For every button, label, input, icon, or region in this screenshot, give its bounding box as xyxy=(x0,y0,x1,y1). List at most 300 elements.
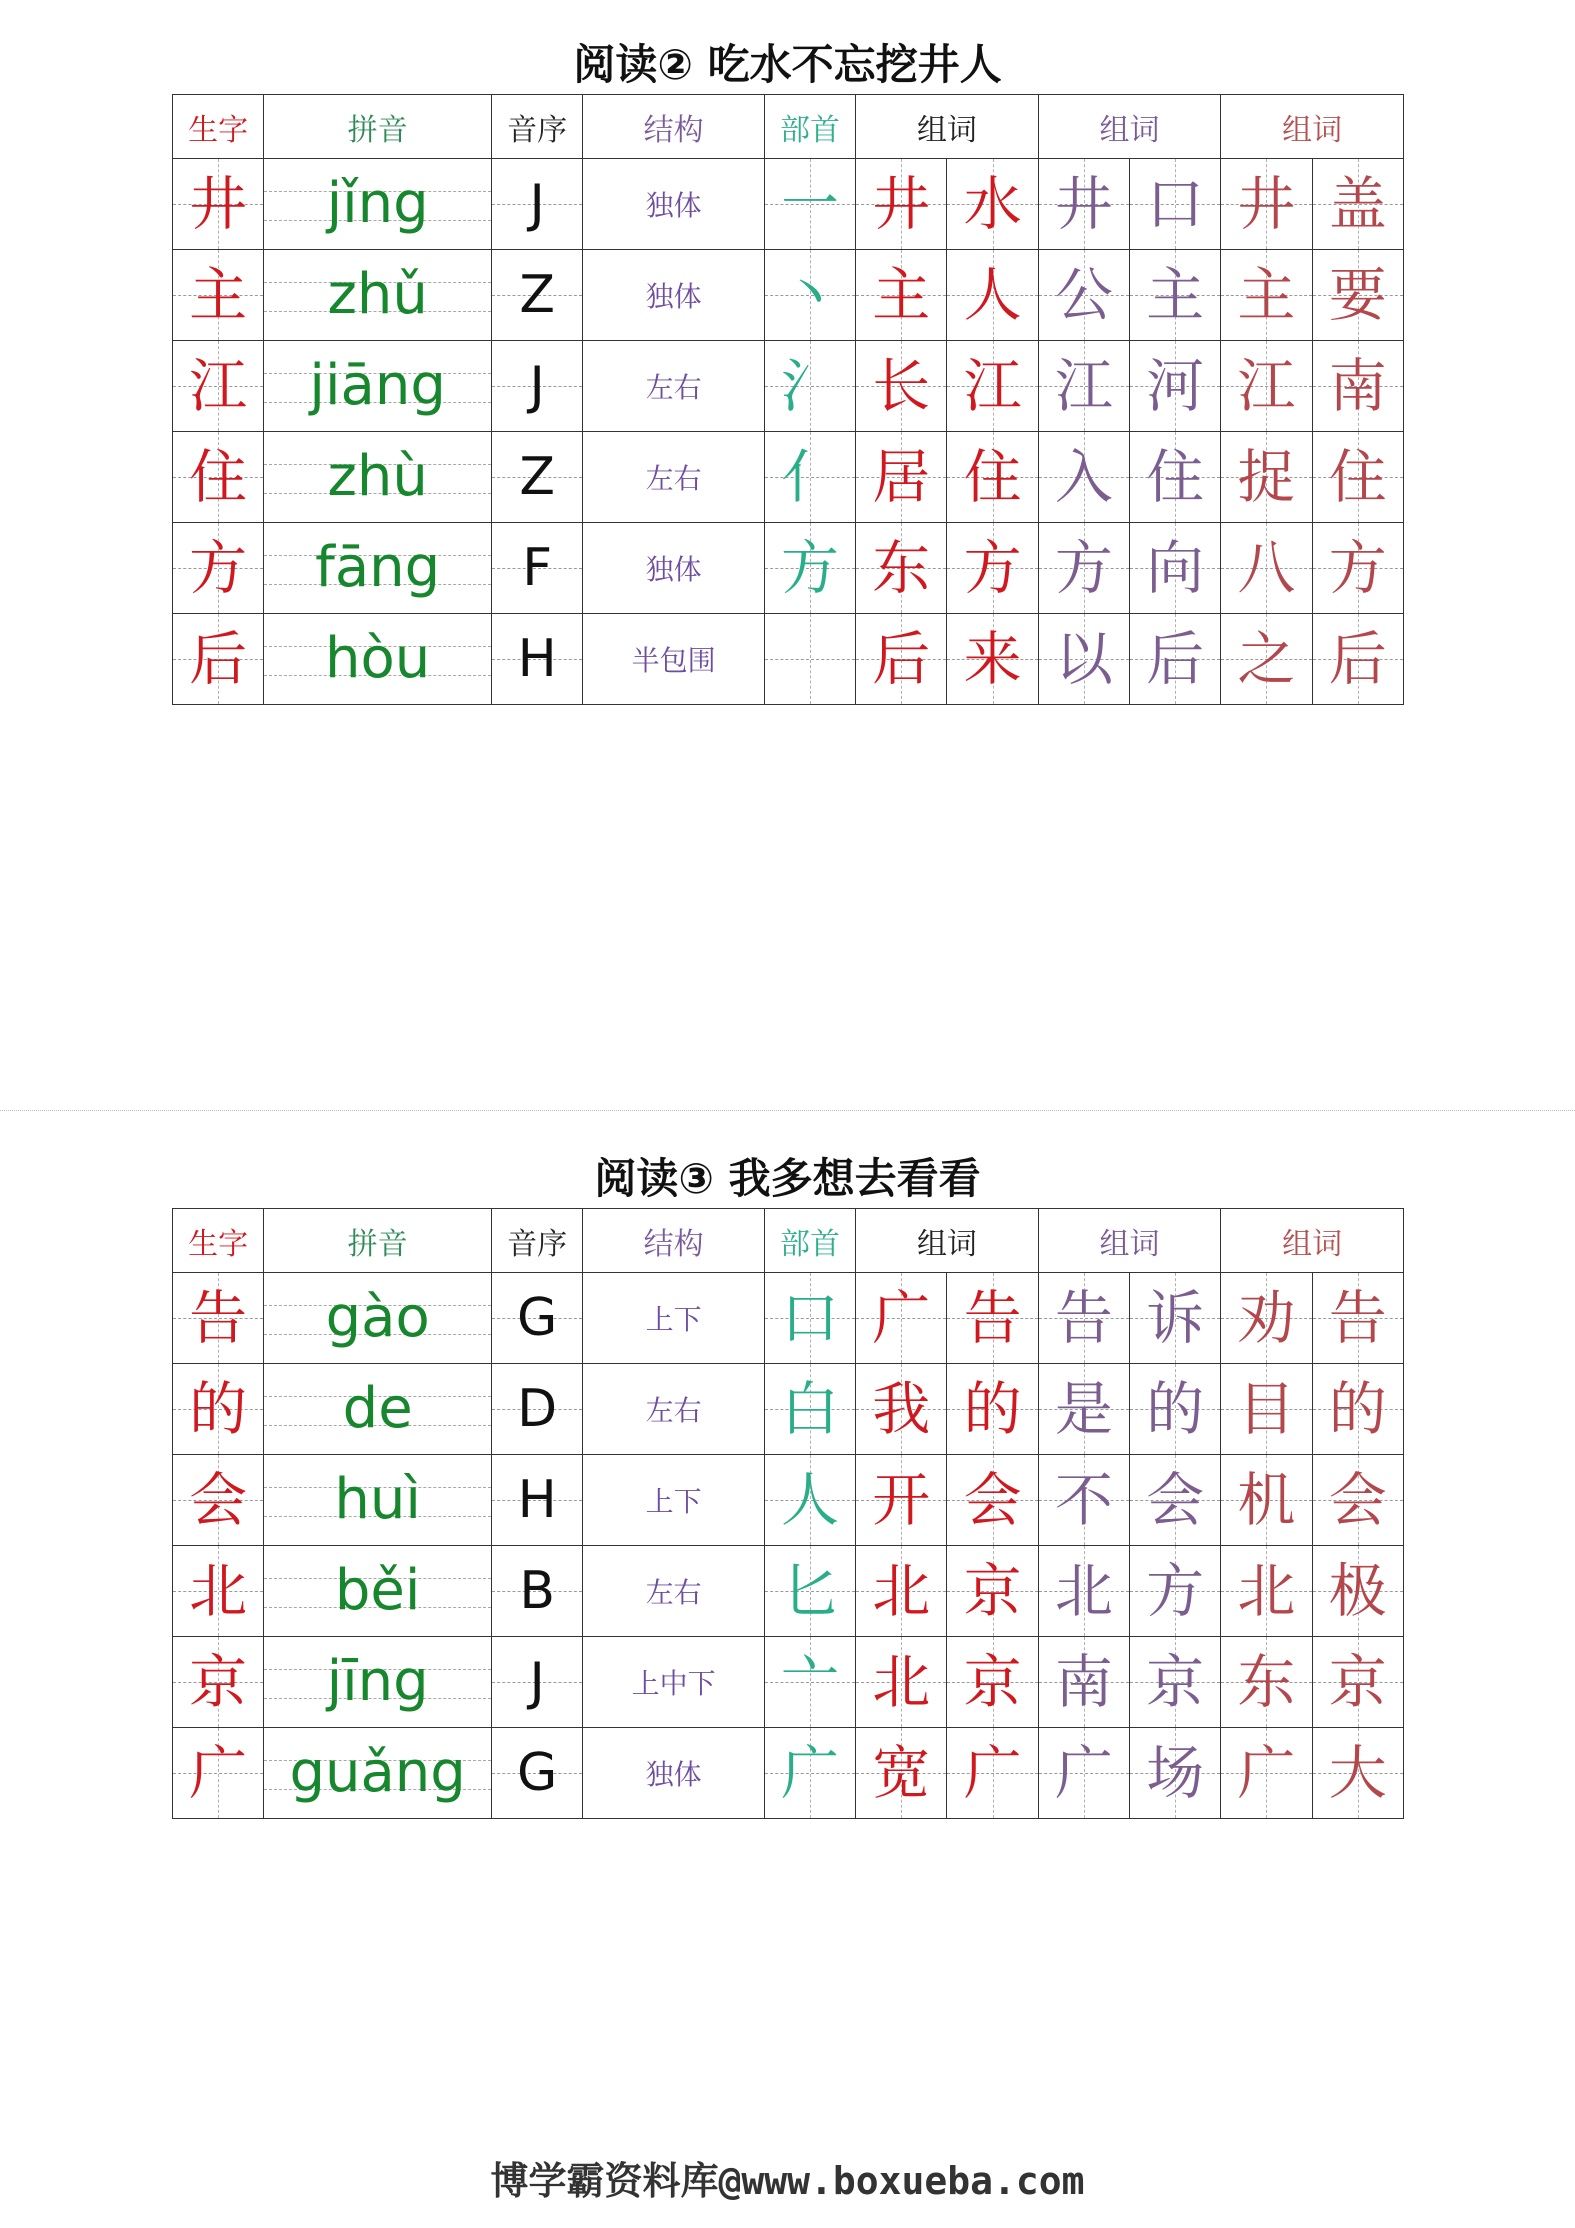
new-char-cell xyxy=(173,1455,264,1546)
word-char-cell-text: 机 xyxy=(1237,1466,1296,1534)
word-char-cell xyxy=(947,1728,1038,1819)
radical-cell-text: 广 xyxy=(781,1739,840,1807)
pinyin-cell xyxy=(264,523,492,614)
structure-cell xyxy=(583,1364,765,1455)
word-char-cell xyxy=(1221,1728,1312,1819)
word-char-cell xyxy=(1312,1273,1403,1364)
word-char-cell-text: 方 xyxy=(963,534,1022,602)
word-char-cell xyxy=(856,1637,947,1728)
word-char-cell xyxy=(1038,1637,1129,1728)
word-char-cell-text: 江 xyxy=(1054,352,1113,420)
word-char-cell xyxy=(1130,1364,1221,1455)
pinyin-cell-text: běi xyxy=(334,1558,421,1623)
pinyin-cell xyxy=(264,432,492,523)
table-row xyxy=(173,159,1404,250)
word-char-cell xyxy=(947,523,1038,614)
letter-cell-text: G xyxy=(517,1743,558,1803)
letter-cell xyxy=(492,1273,583,1364)
structure-cell xyxy=(583,1273,765,1364)
pinyin-cell xyxy=(264,1546,492,1637)
radical-cell-text: 丶 xyxy=(781,261,840,329)
radical-cell xyxy=(764,1273,855,1364)
new-char-cell xyxy=(173,1637,264,1728)
word-char-cell-text: 后 xyxy=(1146,625,1205,693)
radical-cell-text: 亠 xyxy=(781,1648,840,1716)
word-char-cell-text: 诉 xyxy=(1146,1284,1205,1352)
word-char-cell xyxy=(1130,159,1221,250)
pinyin-cell xyxy=(264,1637,492,1728)
radical-cell xyxy=(764,614,855,705)
word-char-cell-text: 北 xyxy=(872,1648,931,1716)
new-char-cell-text: 井 xyxy=(189,170,248,238)
word-char-cell-text: 会 xyxy=(1146,1466,1205,1534)
section-title: 阅读② 吃水不忘挖井人 xyxy=(573,40,1002,89)
word-char-cell xyxy=(1130,1728,1221,1819)
pinyin-cell xyxy=(264,1728,492,1819)
new-char-cell xyxy=(173,1364,264,1455)
word-char-cell-text: 方 xyxy=(1146,1557,1205,1625)
new-char-cell xyxy=(173,1273,264,1364)
word-char-cell xyxy=(1221,1455,1312,1546)
word-char-cell-text: 江 xyxy=(1237,352,1296,420)
header-structure: 结构 xyxy=(583,95,765,159)
pinyin-cell-text: huì xyxy=(334,1467,421,1532)
structure-cell xyxy=(583,159,765,250)
word-char-cell-text: 广 xyxy=(1237,1739,1296,1807)
pinyin-cell xyxy=(264,341,492,432)
word-char-cell-text: 京 xyxy=(963,1557,1022,1625)
radical-cell xyxy=(764,1364,855,1455)
structure-cell xyxy=(583,614,765,705)
structure-cell-text: 独体 xyxy=(645,553,702,586)
word-char-cell xyxy=(947,1364,1038,1455)
word-char-cell-text: 之 xyxy=(1237,625,1296,693)
word-char-cell xyxy=(1038,1546,1129,1637)
letter-cell-text: B xyxy=(519,1561,555,1621)
pinyin-cell-text: hòu xyxy=(325,626,431,691)
word-char-cell xyxy=(1312,159,1403,250)
letter-cell-text: H xyxy=(517,629,557,689)
word-char-cell xyxy=(856,1273,947,1364)
word-char-cell-text: 井 xyxy=(1054,170,1113,238)
structure-cell-text: 左右 xyxy=(645,1576,702,1609)
radical-cell xyxy=(764,341,855,432)
word-char-cell-text: 以 xyxy=(1054,625,1113,693)
letter-cell xyxy=(492,1455,583,1546)
structure-cell-text: 独体 xyxy=(645,189,702,222)
new-char-cell xyxy=(173,250,264,341)
word-char-cell-text: 后 xyxy=(872,625,931,693)
word-char-cell xyxy=(1130,432,1221,523)
word-char-cell-text: 八 xyxy=(1237,534,1296,602)
word-char-cell-text: 大 xyxy=(1328,1739,1387,1807)
structure-cell xyxy=(583,1455,765,1546)
word-char-cell-text: 东 xyxy=(872,534,931,602)
letter-cell xyxy=(492,159,583,250)
word-char-cell-text: 劝 xyxy=(1237,1284,1296,1352)
word-char-cell-text: 水 xyxy=(963,170,1022,238)
word-char-cell-text: 广 xyxy=(963,1739,1022,1807)
header-radical: 部首 xyxy=(764,1209,855,1273)
structure-cell-text: 独体 xyxy=(645,280,702,313)
table-row xyxy=(173,1364,1404,1455)
word-char-cell-text: 长 xyxy=(872,352,931,420)
new-char-cell-text: 住 xyxy=(189,443,248,511)
new-char-cell-text: 后 xyxy=(189,625,248,693)
letter-cell-text: J xyxy=(529,1652,545,1712)
word-char-cell xyxy=(1312,1546,1403,1637)
new-char-cell xyxy=(173,432,264,523)
structure-cell xyxy=(583,1728,765,1819)
word-char-cell xyxy=(1130,523,1221,614)
word-char-cell-text: 井 xyxy=(872,170,931,238)
word-char-cell-text: 广 xyxy=(1054,1739,1113,1807)
header-words-1: 组词 xyxy=(856,95,1039,159)
header-words-2: 组词 xyxy=(1038,95,1221,159)
new-char-cell xyxy=(173,341,264,432)
header-radical: 部首 xyxy=(764,95,855,159)
word-char-cell-text: 京 xyxy=(1328,1648,1387,1716)
word-char-cell-text: 的 xyxy=(1328,1375,1387,1443)
letter-cell xyxy=(492,1546,583,1637)
word-char-cell-text: 来 xyxy=(963,625,1022,693)
pinyin-cell-text: de xyxy=(342,1376,413,1441)
radical-cell xyxy=(764,523,855,614)
radical-cell xyxy=(764,1637,855,1728)
word-char-cell xyxy=(1038,523,1129,614)
header-pinyin: 拼音 xyxy=(264,95,492,159)
header-pinyin: 拼音 xyxy=(264,1209,492,1273)
word-char-cell xyxy=(1130,1273,1221,1364)
word-char-cell xyxy=(1312,1455,1403,1546)
word-char-cell xyxy=(1221,1273,1312,1364)
pinyin-cell-text: jiāng xyxy=(309,353,446,418)
structure-cell-text: 左右 xyxy=(645,1394,702,1427)
word-char-cell xyxy=(1312,614,1403,705)
table-row xyxy=(173,250,1404,341)
letter-cell xyxy=(492,1364,583,1455)
radical-cell-text: 亻 xyxy=(781,443,840,511)
word-char-cell xyxy=(1130,1637,1221,1728)
pinyin-cell-text: guǎng xyxy=(289,1740,466,1805)
word-char-cell xyxy=(856,1455,947,1546)
section-reading-2 xyxy=(0,36,1575,693)
radical-cell-text: 氵 xyxy=(781,352,840,420)
header-structure: 结构 xyxy=(583,1209,765,1273)
word-char-cell xyxy=(1130,1546,1221,1637)
structure-cell-text: 左右 xyxy=(645,462,702,495)
structure-cell xyxy=(583,523,765,614)
word-char-cell xyxy=(1221,523,1312,614)
pinyin-cell xyxy=(264,614,492,705)
letter-cell-text: Z xyxy=(519,447,555,507)
new-char-cell xyxy=(173,614,264,705)
word-char-cell xyxy=(1312,250,1403,341)
table-row xyxy=(173,1728,1404,1819)
word-char-cell xyxy=(1312,341,1403,432)
radical-cell xyxy=(764,250,855,341)
letter-cell xyxy=(492,250,583,341)
word-char-cell xyxy=(1221,159,1312,250)
word-char-cell xyxy=(947,341,1038,432)
pinyin-cell-text: fāng xyxy=(315,535,441,600)
word-char-cell xyxy=(1221,1546,1312,1637)
word-char-cell xyxy=(947,250,1038,341)
word-char-cell-text: 广 xyxy=(872,1284,931,1352)
word-char-cell xyxy=(947,432,1038,523)
word-char-cell-text: 南 xyxy=(1054,1648,1113,1716)
radical-cell-text: 口 xyxy=(781,1284,840,1352)
structure-cell-text: 独体 xyxy=(645,1758,702,1791)
word-char-cell-text: 告 xyxy=(963,1284,1022,1352)
table-row xyxy=(173,1546,1404,1637)
table-header-row xyxy=(173,1209,1404,1273)
new-char-cell-text: 的 xyxy=(189,1375,248,1443)
pinyin-cell xyxy=(264,250,492,341)
pinyin-cell-text: jǐng xyxy=(326,171,429,236)
table-row xyxy=(173,523,1404,614)
header-char: 生字 xyxy=(173,1209,264,1273)
section-reading-3 xyxy=(0,1150,1575,1807)
word-char-cell-text: 主 xyxy=(1146,261,1205,329)
word-char-cell xyxy=(1221,432,1312,523)
word-char-cell-text: 居 xyxy=(872,443,931,511)
word-char-cell-text: 京 xyxy=(1146,1648,1205,1716)
word-char-cell xyxy=(1221,341,1312,432)
structure-cell-text: 上中下 xyxy=(631,1667,716,1700)
table-row xyxy=(173,614,1404,705)
word-char-cell xyxy=(947,1546,1038,1637)
structure-cell xyxy=(583,432,765,523)
new-char-cell-text: 京 xyxy=(189,1648,248,1716)
header-letter: 音序 xyxy=(492,1209,583,1273)
table-row xyxy=(173,1273,1404,1364)
vocab-table xyxy=(172,94,1404,705)
new-char-cell-text: 主 xyxy=(189,261,248,329)
word-char-cell-text: 方 xyxy=(1328,534,1387,602)
word-char-cell-text: 我 xyxy=(872,1375,931,1443)
word-char-cell-text: 入 xyxy=(1054,443,1113,511)
section-title: 阅读③ 我多想去看看 xyxy=(594,1154,981,1203)
word-char-cell-text: 告 xyxy=(1054,1284,1113,1352)
word-char-cell-text: 东 xyxy=(1237,1648,1296,1716)
word-char-cell-text: 不 xyxy=(1054,1466,1113,1534)
word-char-cell-text: 北 xyxy=(872,1557,931,1625)
word-char-cell xyxy=(1221,614,1312,705)
pinyin-cell-text: gào xyxy=(325,1285,430,1350)
word-char-cell xyxy=(1130,1455,1221,1546)
word-char-cell-text: 后 xyxy=(1328,625,1387,693)
word-char-cell-text: 主 xyxy=(1237,261,1296,329)
structure-cell xyxy=(583,341,765,432)
word-char-cell-text: 目 xyxy=(1237,1375,1296,1443)
pinyin-cell-text: jīng xyxy=(326,1649,429,1714)
letter-cell-text: D xyxy=(517,1379,558,1439)
word-char-cell xyxy=(947,1637,1038,1728)
table-header-row xyxy=(173,95,1404,159)
new-char-cell-text: 江 xyxy=(189,352,248,420)
word-char-cell xyxy=(1038,1364,1129,1455)
word-char-cell xyxy=(856,523,947,614)
table-row xyxy=(173,1637,1404,1728)
vocab-table xyxy=(172,1208,1404,1819)
letter-cell xyxy=(492,1637,583,1728)
new-char-cell-text: 告 xyxy=(189,1284,248,1352)
word-char-cell xyxy=(947,1455,1038,1546)
new-char-cell-text: 方 xyxy=(189,534,248,602)
structure-cell xyxy=(583,1546,765,1637)
word-char-cell xyxy=(947,159,1038,250)
new-char-cell xyxy=(173,1546,264,1637)
word-char-cell xyxy=(1221,1637,1312,1728)
word-char-cell xyxy=(1038,1273,1129,1364)
radical-cell-text: 白 xyxy=(781,1375,840,1443)
word-char-cell-text: 住 xyxy=(963,443,1022,511)
word-char-cell-text: 的 xyxy=(1146,1375,1205,1443)
structure-cell xyxy=(583,1637,765,1728)
header-words-3: 组词 xyxy=(1221,95,1404,159)
letter-cell-text: F xyxy=(522,538,553,598)
word-char-cell xyxy=(1312,1364,1403,1455)
radical-cell xyxy=(764,1546,855,1637)
letter-cell-text: J xyxy=(529,174,545,234)
radical-cell-text: 匕 xyxy=(781,1557,840,1625)
header-letter: 音序 xyxy=(492,95,583,159)
radical-cell-text: 方 xyxy=(781,534,840,602)
word-char-cell xyxy=(1038,1455,1129,1546)
new-char-cell-text: 广 xyxy=(189,1739,248,1807)
word-char-cell-text: 北 xyxy=(1237,1557,1296,1625)
pinyin-cell xyxy=(264,1364,492,1455)
word-char-cell-text: 盖 xyxy=(1328,170,1387,238)
word-char-cell xyxy=(856,159,947,250)
header-char: 生字 xyxy=(173,95,264,159)
word-char-cell-text: 京 xyxy=(963,1648,1022,1716)
new-char-cell-text: 会 xyxy=(189,1466,248,1534)
table-row xyxy=(173,341,1404,432)
word-char-cell-text: 捉 xyxy=(1237,443,1296,511)
radical-cell xyxy=(764,432,855,523)
word-char-cell xyxy=(1130,250,1221,341)
word-char-cell-text: 南 xyxy=(1328,352,1387,420)
word-char-cell-text: 方 xyxy=(1054,534,1113,602)
structure-cell-text: 上下 xyxy=(645,1303,702,1336)
radical-cell xyxy=(764,159,855,250)
letter-cell-text: J xyxy=(529,356,545,416)
radical-cell-text: 一 xyxy=(781,170,840,238)
word-char-cell xyxy=(947,1273,1038,1364)
word-char-cell-text: 口 xyxy=(1146,170,1205,238)
letter-cell-text: Z xyxy=(519,265,555,325)
footer-watermark: 博学霸资料库@www.boxueba.com xyxy=(490,2159,1085,2203)
pinyin-cell xyxy=(264,1273,492,1364)
word-char-cell-text: 会 xyxy=(1328,1466,1387,1534)
letter-cell-text: G xyxy=(517,1288,558,1348)
word-char-cell-text: 北 xyxy=(1054,1557,1113,1625)
word-char-cell xyxy=(1038,1728,1129,1819)
word-char-cell-text: 场 xyxy=(1146,1739,1205,1807)
radical-cell-text: 人 xyxy=(781,1466,840,1534)
pinyin-cell xyxy=(264,159,492,250)
word-char-cell xyxy=(856,1728,947,1819)
word-char-cell xyxy=(1038,341,1129,432)
pinyin-cell xyxy=(264,1455,492,1546)
word-char-cell xyxy=(856,432,947,523)
word-char-cell-text: 会 xyxy=(963,1466,1022,1534)
word-char-cell xyxy=(856,250,947,341)
word-char-cell xyxy=(1130,614,1221,705)
word-char-cell xyxy=(856,341,947,432)
letter-cell xyxy=(492,432,583,523)
word-char-cell xyxy=(856,1546,947,1637)
word-char-cell-text: 住 xyxy=(1328,443,1387,511)
structure-cell-text: 左右 xyxy=(645,371,702,404)
new-char-cell xyxy=(173,159,264,250)
letter-cell xyxy=(492,523,583,614)
radical-cell xyxy=(764,1728,855,1819)
word-char-cell xyxy=(1038,159,1129,250)
word-char-cell xyxy=(1130,341,1221,432)
structure-cell xyxy=(583,250,765,341)
letter-cell xyxy=(492,1728,583,1819)
word-char-cell-text: 住 xyxy=(1146,443,1205,511)
word-char-cell xyxy=(1312,432,1403,523)
word-char-cell xyxy=(1312,523,1403,614)
word-char-cell xyxy=(856,614,947,705)
structure-cell-text: 半包围 xyxy=(631,644,716,677)
letter-cell-text: H xyxy=(517,1470,557,1530)
pinyin-cell-text: zhǔ xyxy=(327,262,428,327)
letter-cell xyxy=(492,614,583,705)
word-char-cell-text: 向 xyxy=(1146,534,1205,602)
word-char-cell-text: 井 xyxy=(1237,170,1296,238)
word-char-cell-text: 开 xyxy=(872,1466,931,1534)
word-char-cell-text: 极 xyxy=(1328,1557,1387,1625)
word-char-cell xyxy=(856,1364,947,1455)
word-char-cell-text: 的 xyxy=(963,1375,1022,1443)
word-char-cell-text: 河 xyxy=(1146,352,1205,420)
header-words-2: 组词 xyxy=(1038,1209,1221,1273)
page-divider xyxy=(0,1110,1575,1111)
word-char-cell-text: 是 xyxy=(1054,1375,1113,1443)
new-char-cell xyxy=(173,1728,264,1819)
word-char-cell xyxy=(1038,614,1129,705)
word-char-cell-text: 公 xyxy=(1054,261,1113,329)
word-char-cell xyxy=(1221,250,1312,341)
new-char-cell-text: 北 xyxy=(189,1557,248,1625)
word-char-cell-text: 江 xyxy=(963,352,1022,420)
word-char-cell xyxy=(947,614,1038,705)
word-char-cell-text: 人 xyxy=(963,261,1022,329)
header-words-3: 组词 xyxy=(1221,1209,1404,1273)
pinyin-cell-text: zhù xyxy=(327,444,428,509)
table-row xyxy=(173,432,1404,523)
word-char-cell xyxy=(1221,1364,1312,1455)
word-char-cell xyxy=(1038,432,1129,523)
structure-cell-text: 上下 xyxy=(645,1485,702,1518)
word-char-cell-text: 宽 xyxy=(872,1739,931,1807)
word-char-cell-text: 要 xyxy=(1328,261,1387,329)
word-char-cell-text: 主 xyxy=(872,261,931,329)
header-words-1: 组词 xyxy=(856,1209,1039,1273)
new-char-cell xyxy=(173,523,264,614)
table-row xyxy=(173,1455,1404,1546)
letter-cell xyxy=(492,341,583,432)
radical-cell xyxy=(764,1455,855,1546)
word-char-cell xyxy=(1038,250,1129,341)
word-char-cell xyxy=(1312,1637,1403,1728)
word-char-cell-text: 告 xyxy=(1328,1284,1387,1352)
